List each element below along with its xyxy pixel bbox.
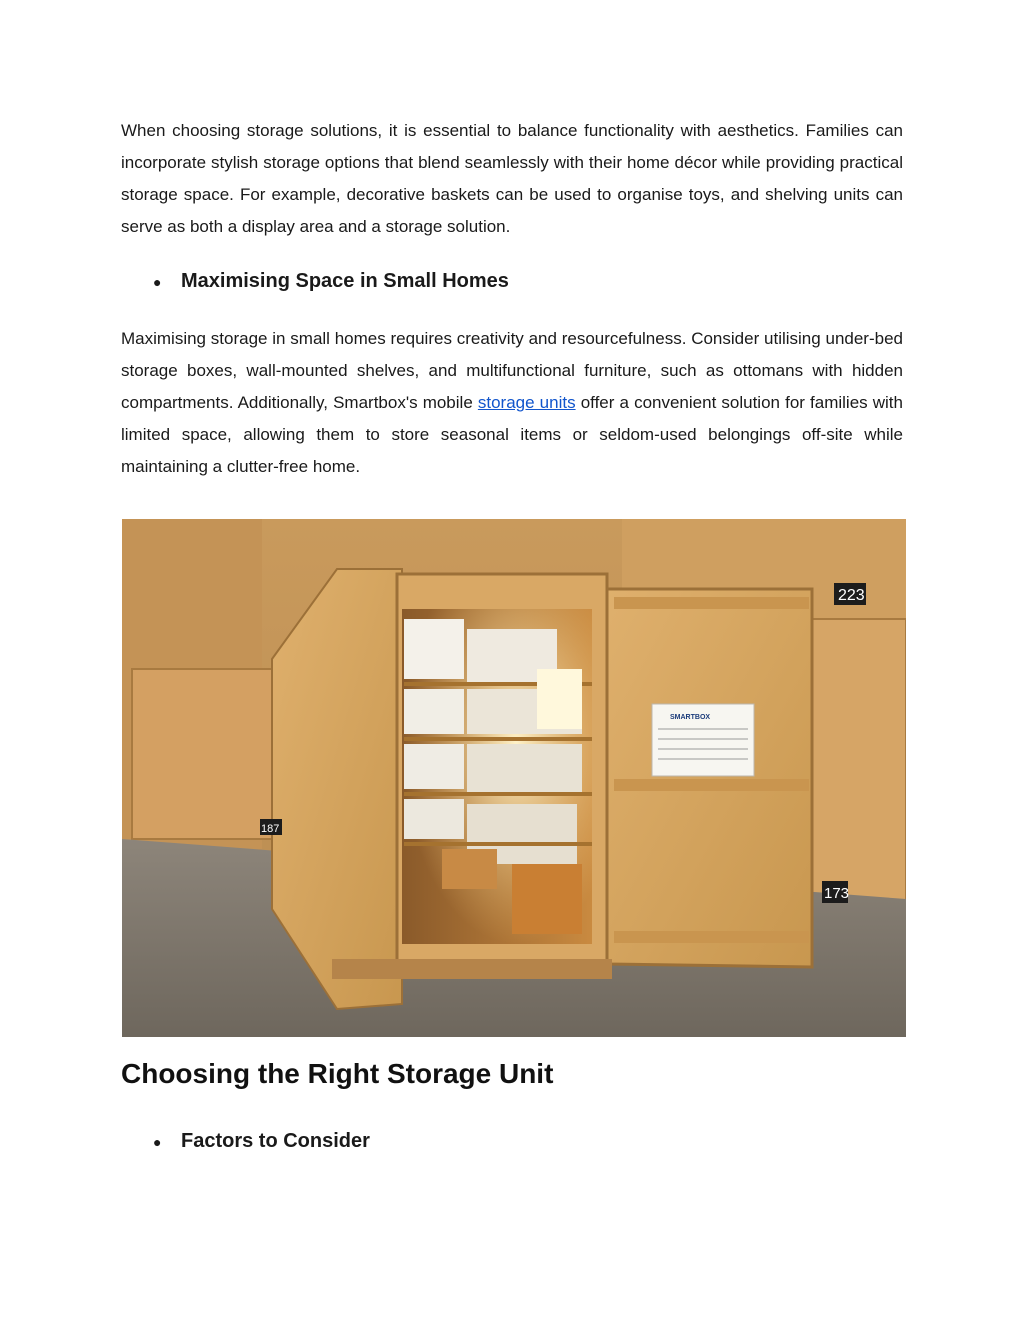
storage-crate-photo bbox=[122, 519, 906, 1037]
bullet-heading-factors: Factors to Consider bbox=[181, 1130, 370, 1152]
storage-units-link[interactable]: storage units bbox=[477, 393, 576, 412]
svg-text:SMARTBOX: SMARTBOX bbox=[670, 714, 711, 721]
small-homes-paragraph bbox=[121, 323, 903, 483]
crate-light bbox=[537, 669, 582, 729]
bullet-dot-icon: ● bbox=[153, 273, 162, 290]
unit-number-187: 187 bbox=[261, 823, 280, 835]
unit-number-173: 173 bbox=[824, 885, 850, 902]
bullet-heading-small-homes: Maximising Space in Small Homes bbox=[181, 270, 509, 292]
bullet-factors bbox=[121, 1130, 370, 1153]
right-crate bbox=[807, 619, 906, 924]
section-heading-choosing: Choosing the Right Storage Unit bbox=[121, 1058, 554, 1089]
intro-paragraph: When choosing storage solutions, it is essential to balance functionality with aesthetics. Families can incorporate stylish storage options that blend seamlessly with their home décor while providing practical storage space. For example, decorative baskets can be used to organise toys, and shelving units can serve as both a display area and a storage solution. bbox=[121, 121, 903, 236]
crate-base bbox=[332, 959, 612, 979]
unit-number-223: 223 bbox=[838, 587, 865, 604]
bullet-small-homes bbox=[121, 270, 509, 293]
door-info-sheet bbox=[652, 704, 754, 776]
left-crate bbox=[132, 669, 280, 839]
small-homes-text-before: Maximising storage in small homes requires creativity and resourcefulness. Consider utilising under-bed storage boxes, wall-mounted shelves, and multifunctional furniture, such as ottomans with hidden compartments. Additionally, Smartbox's mobile bbox=[121, 329, 903, 412]
small-homes-text-after: offer a convenient solution for families with limited space, allowing them to store seasonal items or seldom-used belongings off-site while maintaining a clutter-free home. bbox=[121, 393, 903, 476]
bullet-dot-icon: ● bbox=[153, 1133, 162, 1150]
crate-door bbox=[607, 589, 812, 967]
